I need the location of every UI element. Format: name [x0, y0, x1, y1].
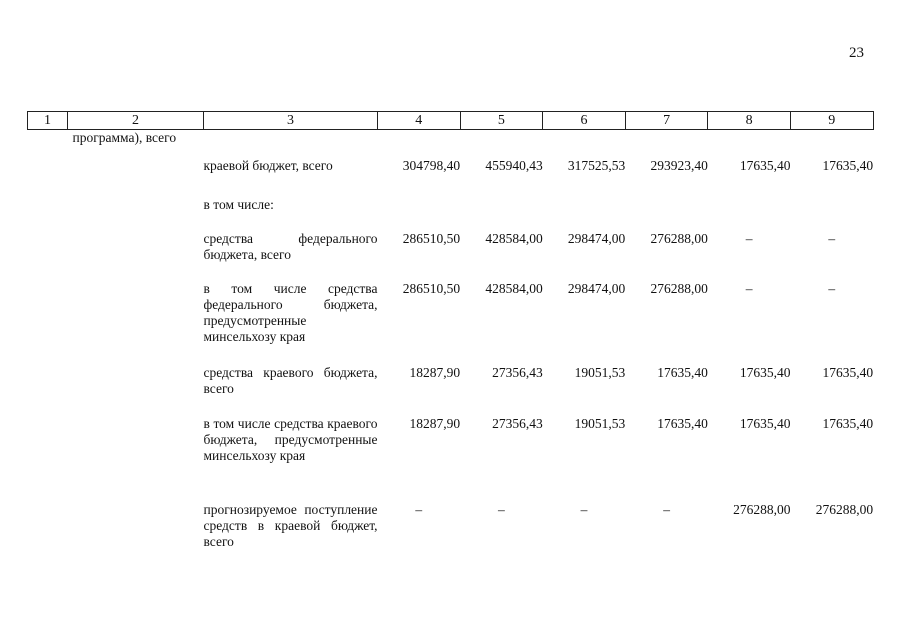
page-number: 23 — [849, 45, 864, 61]
header-cell: 8 — [708, 112, 791, 130]
value-cell: 17635,40 — [822, 158, 874, 173]
continuation-row — [28, 130, 874, 159]
row-label: в том числе: — [203, 197, 274, 212]
row-label: в том числе средства федерального бюджета, предусмотренные минсельхозу края — [203, 281, 378, 344]
value-cell: 276288,00 — [650, 281, 708, 296]
value-cell: 18287,90 — [409, 416, 461, 431]
row-label: краевой бюджет, всего — [203, 158, 333, 173]
value-cell: 276288,00 — [650, 231, 708, 246]
table-row — [28, 231, 874, 281]
value-cell: – — [828, 281, 836, 296]
header-cell: 7 — [625, 112, 708, 130]
continuation-text: программа), всего — [72, 130, 177, 145]
value-cell: 17635,40 — [739, 365, 791, 380]
row-label: средства федерального бюджета, всего — [203, 231, 378, 262]
table-row — [28, 281, 874, 365]
value-cell: 298474,00 — [567, 281, 626, 296]
row-label: средства краевого бюджета, всего — [203, 365, 378, 396]
header-cell: 3 — [204, 112, 378, 130]
value-cell: 17635,40 — [739, 158, 791, 173]
header-cell: 9 — [790, 112, 873, 130]
value-cell — [543, 197, 626, 231]
value-cell — [625, 197, 708, 231]
value-cell: – — [580, 502, 588, 517]
value-cell: 19051,53 — [574, 416, 626, 431]
value-cell: 293923,40 — [650, 158, 708, 173]
table-row — [28, 502, 874, 552]
value-cell: 428584,00 — [485, 231, 543, 246]
value-cell: 286510,50 — [402, 231, 461, 246]
value-cell: 304798,40 — [402, 158, 461, 173]
value-cell: 17635,40 — [822, 365, 874, 380]
row-label: в том числе средства краевого бюджета, предусмотренные минсельхозу края — [203, 416, 378, 463]
value-cell — [378, 197, 461, 231]
header-cell: 1 — [28, 112, 68, 130]
value-cell: – — [415, 502, 423, 517]
value-cell: 276288,00 — [733, 502, 791, 517]
value-cell: – — [828, 231, 836, 246]
value-cell: 298474,00 — [567, 231, 626, 246]
value-cell: 17635,40 — [657, 365, 708, 380]
value-cell: – — [663, 502, 670, 517]
value-cell: – — [745, 231, 753, 246]
header-cell: 5 — [460, 112, 543, 130]
table-row — [28, 365, 874, 416]
value-cell: – — [498, 502, 505, 517]
value-cell: 17635,40 — [657, 416, 708, 431]
value-cell: 455940,43 — [485, 158, 543, 173]
value-cell: 276288,00 — [815, 502, 874, 517]
table-row — [28, 416, 874, 502]
value-cell — [790, 197, 873, 231]
header-cell: 4 — [378, 112, 461, 130]
row-label: прогнозируемое поступление средств в краевой бюджет, всего — [203, 502, 378, 549]
table-row — [28, 158, 874, 197]
value-cell — [708, 197, 791, 231]
value-cell: 17635,40 — [739, 416, 791, 431]
table-row — [28, 197, 874, 231]
value-cell: – — [745, 281, 753, 296]
header-row — [28, 112, 874, 130]
value-cell: 17635,40 — [822, 416, 874, 431]
budget-table — [27, 111, 874, 552]
value-cell: 27356,43 — [492, 416, 543, 431]
header-cell: 6 — [543, 112, 626, 130]
value-cell: 19051,53 — [574, 365, 626, 380]
value-cell — [460, 197, 543, 231]
value-cell: 18287,90 — [409, 365, 461, 380]
value-cell: 27356,43 — [492, 365, 543, 380]
header-cell: 2 — [68, 112, 204, 130]
value-cell: 428584,00 — [485, 281, 543, 296]
value-cell: 317525,53 — [567, 158, 626, 173]
value-cell: 286510,50 — [402, 281, 461, 296]
